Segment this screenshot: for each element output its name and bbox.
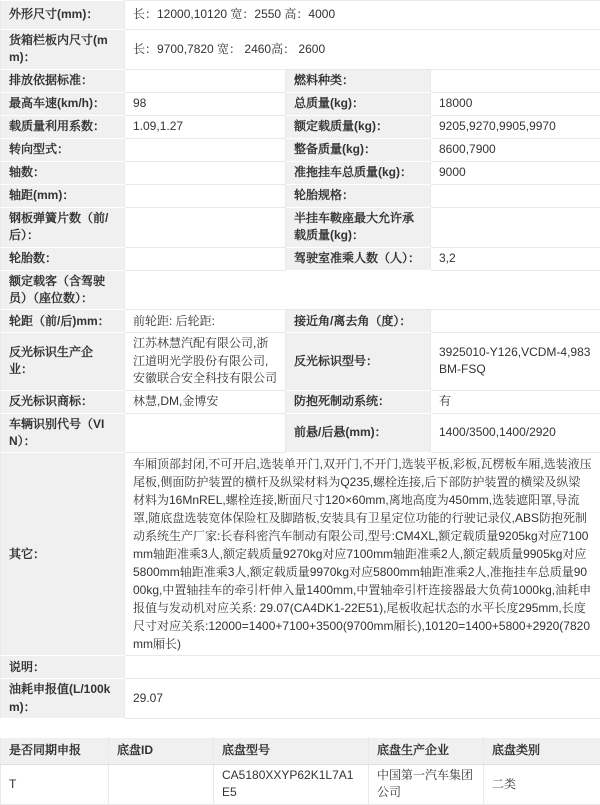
- table-row: [1, 413, 600, 453]
- chassis-category-value: 二类: [484, 765, 600, 805]
- tire-count-value: [125, 247, 286, 270]
- tire-count-label: 轮胎数：: [1, 247, 125, 270]
- max-speed-label: 最高车速(km/h)：: [1, 92, 125, 115]
- track-width-value: 前轮距: 后轮距:: [125, 310, 286, 333]
- chassis-model-value: CA5180XXYP62K1L7A1E5: [214, 765, 369, 805]
- saddle-max-load-label: 半挂车鞍座最大允许承载质量(kg)：: [286, 207, 431, 247]
- fuel-consumption-value: 29.07: [125, 679, 600, 719]
- total-mass-label: 总质量(kg)：: [286, 92, 431, 115]
- abs-system-label: 防抱死制动系统：: [286, 390, 431, 413]
- table-row: [1, 270, 600, 310]
- table-row: [1, 1, 600, 30]
- wheelbase-label: 轴距(mm)：: [1, 184, 125, 207]
- table-row: [1, 453, 600, 656]
- curb-mass-label: 整备质量(kg)：: [286, 138, 431, 161]
- table-row: [1, 247, 600, 270]
- reflective-marking-manufacturer-label: 反光标识生产企业：: [1, 333, 125, 390]
- chassis-col-category: 底盘类别: [484, 738, 600, 765]
- reflective-marking-model-value: 3925010-Y126,VCDM-4,983BM-FSQ: [431, 333, 600, 390]
- table-row: [1, 138, 600, 161]
- emission-standard-label: 排放依据标准：: [1, 69, 125, 92]
- table-row: [1, 69, 600, 92]
- reflective-marking-brand-label: 反光标识商标：: [1, 390, 125, 413]
- other-notes-value: 车厢顶部封闭,不可开启,选装单开门,双开门,不开门,选装平板,彩板,瓦楞板车厢,选装液压尾板,侧面防护装置的横杆及纵梁材料为Q235,螺栓连接,后下部防护装置的横梁及纵梁材料为16MnREL,螺栓连接,断面尺寸120×60mm,离地高度为450mm,选装遮阳罩,导流罩,随底盘选装宽体保险杠及脚踏板,安装具有卫星定位功能的行驶记录仪,ABS防抱死制动系统生产厂家:长春科密汽车制动有限公司,型号:CM4XL,额定载质量9205kg对应7100mm轴距准乘3人,额定载质量9270kg对应7100mm轴距准乘2人,额定载质量9905kg对应5800mm轴距准乘3人,额定载质量9970kg对应5800mm轴距准乘2人,准拖挂车总质量9000kg,中置轴挂车的牵引杆伸入量1400mm,中置轴牵引杆连接器最大负荷1000kg,油耗申报值与发动机对应关系: 29.07(CA4DK1-22E51),尾板收起状态的水平长度295mm,长度尺寸对应关系:12000=1400+7100+3500(9700mm厢长),10120=1400+5800+2920(7820mm厢长): [125, 453, 600, 656]
- trailer-total-mass-label: 准拖挂车总质量(kg)：: [286, 161, 431, 184]
- chassis-data-row: [1, 765, 600, 805]
- cab-passengers-label: 驾驶室准乘人数（人）：: [286, 247, 431, 270]
- vin-label: 车辆识别代号（VIN）：: [1, 413, 125, 453]
- table-row: [1, 679, 600, 719]
- rated-load-label: 额定载质量(kg)：: [286, 115, 431, 138]
- chassis-same-period-value: T: [1, 765, 109, 805]
- abs-system-value: 有: [431, 390, 600, 413]
- load-utilization-label: 载质量利用系数：: [1, 115, 125, 138]
- max-speed-value: 98: [125, 92, 286, 115]
- vin-value: [125, 413, 286, 453]
- axle-count-value: [125, 161, 286, 184]
- front-rear-overhang-value: 1400/3500,1400/2920: [431, 413, 600, 453]
- remarks-label: 说明：: [1, 656, 125, 679]
- chassis-header-row: [1, 738, 600, 765]
- chassis-col-model: 底盘型号: [214, 738, 369, 765]
- steering-type-value: [125, 138, 286, 161]
- table-row: [1, 656, 600, 679]
- tire-spec-value: [431, 184, 600, 207]
- remarks-value: [125, 656, 600, 679]
- reflective-marking-manufacturer-value: 江苏林慧汽配有限公司,浙江道明光学股份有限公司,安徽联合安全科技有限公司: [125, 333, 286, 390]
- chassis-manufacturer-value: 中国第一汽车集团公司: [369, 765, 484, 805]
- fuel-type-label: 燃料种类：: [286, 69, 431, 92]
- steering-type-label: 转向型式：: [1, 138, 125, 161]
- table-gap: [0, 719, 600, 737]
- table-row: [1, 333, 600, 390]
- table-row: [1, 115, 600, 138]
- emission-standard-value: [125, 69, 286, 92]
- table-row: [1, 184, 600, 207]
- spring-leaves-value: [125, 207, 286, 247]
- fuel-type-value: [431, 69, 600, 92]
- tire-spec-label: 轮胎规格：: [286, 184, 431, 207]
- overall-dimensions-label: 外形尺寸(mm)：: [1, 1, 125, 30]
- table-row: [1, 161, 600, 184]
- chassis-col-id: 底盘ID: [109, 738, 214, 765]
- wheelbase-value: [125, 184, 286, 207]
- saddle-max-load-value: [431, 207, 600, 247]
- reflective-marking-model-label: 反光标识型号：: [286, 333, 431, 390]
- track-width-label: 轮距（前/后)mm：: [1, 310, 125, 333]
- other-notes-label: 其它：: [1, 453, 125, 656]
- chassis-col-same-period: 是否同期申报: [1, 738, 109, 765]
- table-row: [1, 92, 600, 115]
- cargo-inner-dimensions-value: 长：9700,7820 宽： 2460高： 2600: [125, 30, 600, 70]
- total-mass-value: 18000: [431, 92, 600, 115]
- axle-count-label: 轴数：: [1, 161, 125, 184]
- rated-passengers-label: 额定载客（含驾驶员）（座位数）：: [1, 270, 125, 310]
- reflective-marking-brand-value: 林慧,DM,金博安: [125, 390, 286, 413]
- cab-passengers-value: 3,2: [431, 247, 600, 270]
- trailer-total-mass-value: 9000: [431, 161, 600, 184]
- table-row: [1, 207, 600, 247]
- fuel-consumption-label: 油耗申报值(L/100km)：: [1, 679, 125, 719]
- front-rear-overhang-label: 前悬/后悬(mm)：: [286, 413, 431, 453]
- rated-load-value: 9205,9270,9905,9970: [431, 115, 600, 138]
- approach-departure-angle-value: [431, 310, 600, 333]
- overall-dimensions-value: 长：12000,10120 宽：2550 高：4000: [125, 1, 600, 30]
- approach-departure-angle-label: 接近角/离去角（度）：: [286, 310, 431, 333]
- chassis-table: [0, 737, 600, 805]
- rated-passengers-value: [125, 270, 600, 310]
- chassis-id-value: [109, 765, 214, 805]
- curb-mass-value: 8600,7900: [431, 138, 600, 161]
- table-row: [1, 390, 600, 413]
- cargo-inner-dimensions-label: 货箱栏板内尺寸(mm)：: [1, 30, 125, 70]
- load-utilization-value: 1.09,1.27: [125, 115, 286, 138]
- chassis-col-manufacturer: 底盘生产企业: [369, 738, 484, 765]
- table-row: [1, 310, 600, 333]
- spring-leaves-label: 钢板弹簧片数（前/后）：: [1, 207, 125, 247]
- table-row: [1, 30, 600, 70]
